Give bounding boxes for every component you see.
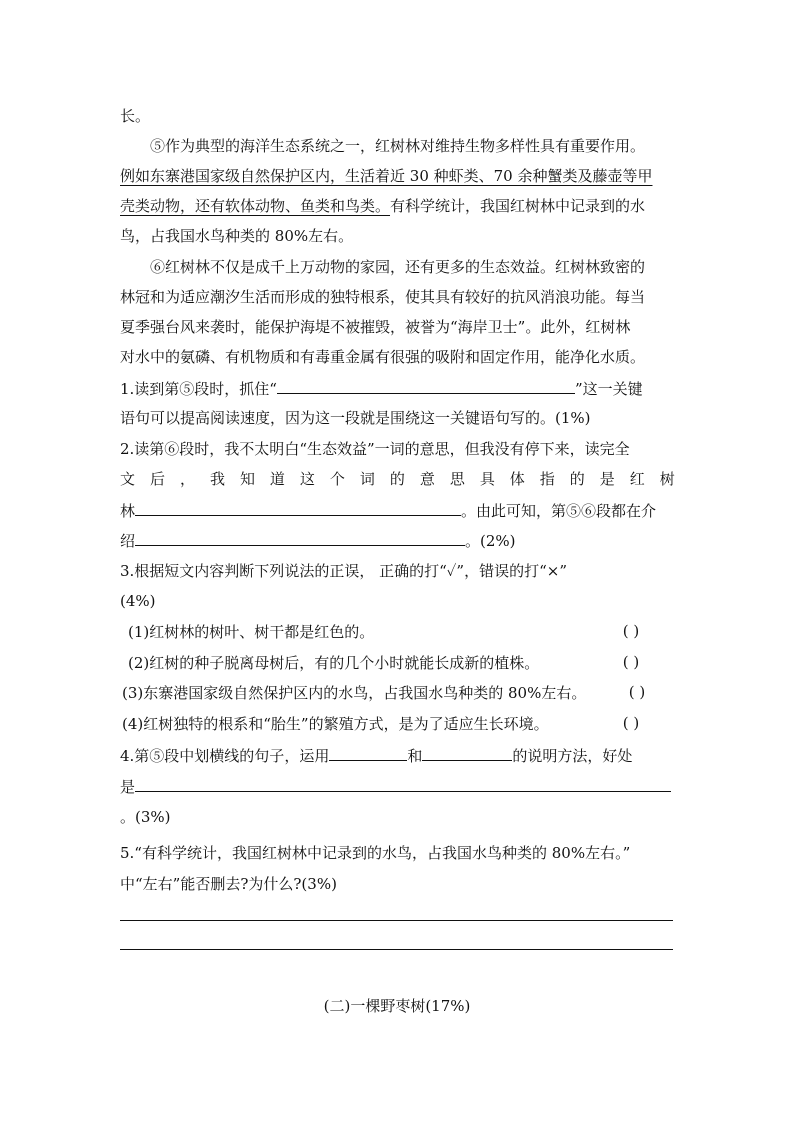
section-heading: (二)一棵野枣树(17%) (323, 997, 471, 1015)
underlined-sentence: 例如东寨港国家级自然保护区内，生活着近 30 种虾类、70 余种蟹类及藤壶等甲 (120, 167, 653, 185)
question-text: 和 (407, 747, 423, 765)
passage-line: 对水中的氨磷、有机物质和有毒重金属有很强的吸附和固定作用，能净化水质。 (120, 348, 646, 366)
underlined-sentence: 壳类动物，还有软体动物、鱼类和鸟类。 (120, 197, 391, 215)
char: 知 (239, 470, 255, 488)
passage-line: ⑥红树林不仅是成千上万动物的家园，还有更多的生态效益。红树林致密的 (150, 258, 646, 276)
question-2: 2.读第⑥段时，我不太明白“生态效益”一词的意思，但我没有停下来，读完全 (120, 440, 630, 458)
question-3-score: (4%) (120, 592, 156, 610)
question-4-line3: 。(3%) (120, 808, 171, 826)
question-text: 是 (120, 778, 136, 796)
char: 是 (599, 470, 615, 488)
char: 文 (120, 470, 136, 488)
answer-blank[interactable] (135, 500, 461, 516)
answer-line[interactable] (120, 949, 673, 950)
question-text: 。(2%) (465, 532, 516, 550)
answer-line[interactable] (120, 920, 673, 921)
char: 具 (479, 470, 495, 488)
judgement-item: (4)红树独特的根系和“胎生”的繁殖方式，是为了适应生长环境。 (122, 715, 549, 733)
question-text: 4.第⑤段中划横线的句子，运用 (120, 747, 330, 765)
char: 的 (389, 470, 405, 488)
answer-blank[interactable] (329, 745, 407, 761)
question-2-spaced-line (120, 469, 675, 489)
passage-line: ⑤作为典型的海洋生态系统之一，红树林对维持生物多样性具有重要作用。 (150, 137, 646, 155)
question-3: 3.根据短文内容判断下列说法的正误， 正确的打“✓”，错误的打“×” (120, 562, 567, 580)
passage-line: 林冠和为适应潮汐生活而形成的独特根系，使其具有较好的抗风消浪功能。每当 (120, 288, 646, 306)
question-text: 绍 (120, 532, 136, 550)
answer-blank[interactable] (135, 530, 465, 546)
judgement-answer[interactable]: ( ) (622, 653, 640, 671)
char: 红 (629, 470, 645, 488)
passage-line (120, 196, 675, 216)
passage-line: 夏季强台风来袭时，能保护海堤不被摧毁，被誉为“海岸卫士”。此外，红树林 (120, 318, 631, 336)
char: 的 (569, 470, 585, 488)
passage-line: 长。 (120, 107, 151, 125)
char: 思 (449, 470, 465, 488)
answer-blank[interactable] (422, 745, 512, 761)
question-text: 。由此可知，第⑤⑥段都在介 (461, 502, 657, 520)
char: 体 (509, 470, 525, 488)
passage-text: 有科学统计，我国红树林中记录到的水 (390, 197, 646, 215)
judgement-item: (3)东寨港国家级自然保护区内的水鸟，占我国水鸟种类的 80%左右。 (122, 684, 587, 702)
question-text: 林 (120, 502, 136, 520)
char: 这 (299, 470, 315, 488)
judgement-item: (2)红树的种子脱离母树后，有的几个小时就能长成新的植株。 (128, 654, 540, 672)
passage-line: 鸟，占我国水鸟种类的 80%左右。 (120, 227, 354, 245)
char: 个 (329, 470, 345, 488)
char: 树 (659, 470, 675, 488)
char: 道 (269, 470, 285, 488)
judgement-item: (1)红树林的树叶、树干都是红色的。 (128, 623, 375, 641)
question-4-line2 (120, 776, 675, 797)
question-2-line3 (120, 500, 675, 521)
char: 词 (359, 470, 375, 488)
question-1 (120, 378, 675, 399)
char: 我 (209, 470, 225, 488)
char: ， (179, 470, 195, 488)
question-2-line4 (120, 530, 675, 551)
char: 指 (539, 470, 555, 488)
judgement-answer[interactable]: ( ) (622, 622, 640, 640)
answer-blank[interactable] (135, 776, 671, 792)
question-5: 5.“有科学统计，我国红树林中记录到的水鸟，占我国水鸟种类的 80%左右。” (120, 844, 631, 862)
question-5-line2: 中“左右”能否删去?为什么?(3%) (120, 875, 337, 893)
char: 后 (149, 470, 165, 488)
question-text: 1.读到第⑤段时，抓住“ (120, 380, 277, 398)
judgement-answer[interactable]: ( ) (628, 683, 646, 701)
char: 意 (419, 470, 435, 488)
answer-blank[interactable] (277, 378, 575, 394)
judgement-answer[interactable]: ( ) (622, 714, 640, 732)
question-4 (120, 745, 675, 766)
question-1-line2: 语句可以提高阅读速度，因为这一段就是围绕这一关键语句写的。(1%) (120, 409, 591, 427)
question-text: 的说明方法，好处 (512, 747, 633, 765)
question-text: ”这一关键 (574, 380, 643, 398)
